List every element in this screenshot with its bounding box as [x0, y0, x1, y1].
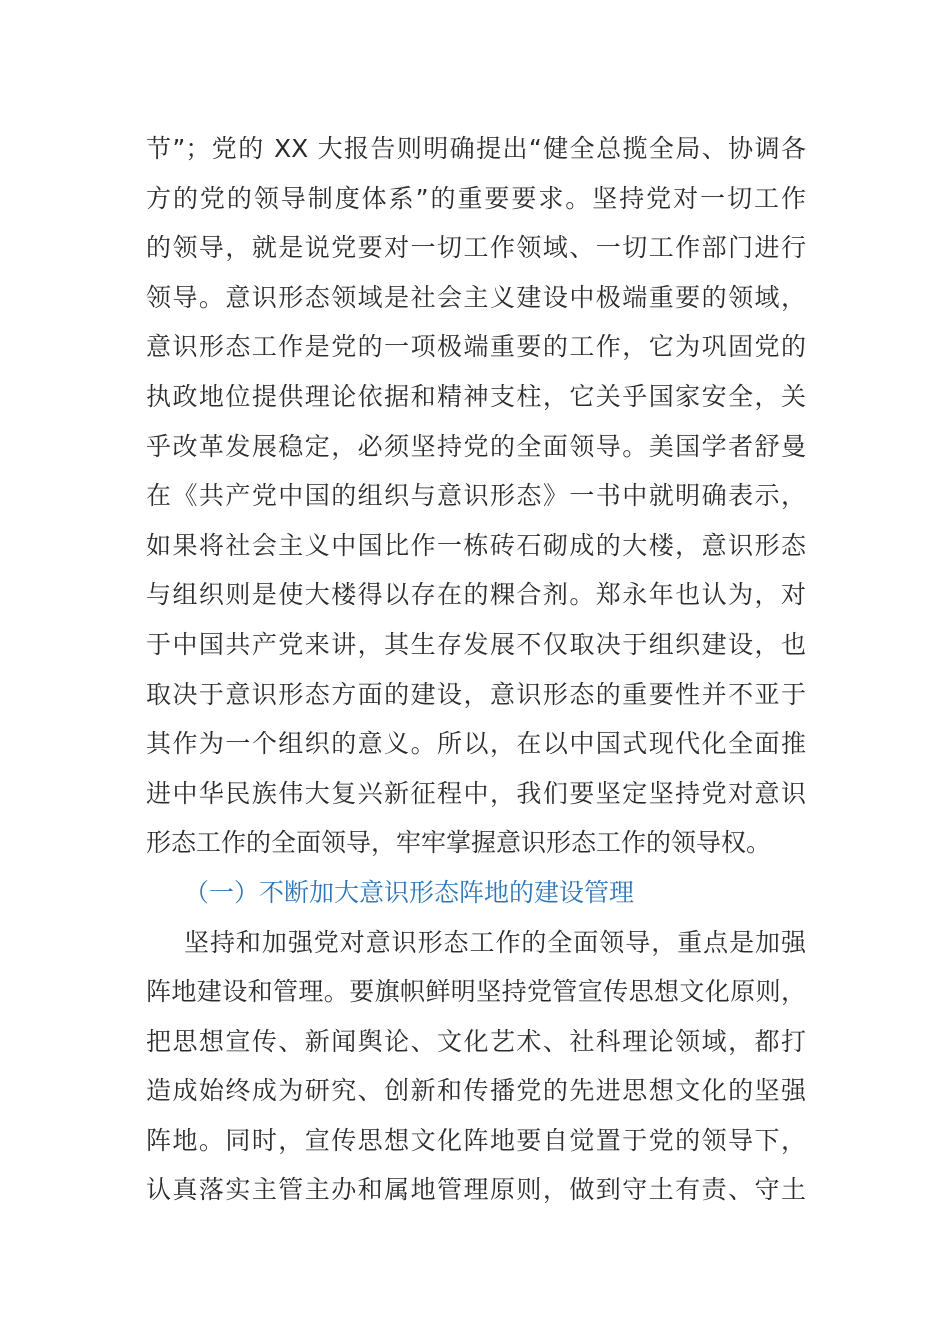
text-line: 坚持和加强党对意识形态工作的全面领导，重点是加强 — [184, 927, 806, 957]
text-line: 于中国共产党来讲，其生存发展不仅取决于组织建设，也 — [146, 629, 806, 659]
body-text — [146, 124, 806, 1215]
text-line: 进中华民族伟大复兴新征程中，我们要坚定坚持党对意识 — [146, 778, 806, 808]
section-heading: （一）不断加大意识形态阵地的建设管理 — [184, 877, 635, 907]
text-line: 造成始终成为研究、创新和传播党的先进思想文化的坚强 — [146, 1076, 806, 1106]
text-line: 的领导，就是说党要对一切工作领域、一切工作部门进行 — [146, 233, 806, 263]
text-line: 领导。意识形态领域是社会主义建设中极端重要的领域， — [146, 282, 806, 312]
text-line: 其作为一个组织的意义。所以，在以中国式现代化全面推 — [146, 729, 806, 759]
text-line: 执政地位提供理论依据和精神支柱，它关乎国家安全，关 — [146, 381, 806, 411]
text-line: 节”；党的 XX 大报告则明确提出“健全总揽全局、协调各 — [146, 134, 806, 163]
text-line: 认真落实主管主办和属地管理原则，做到守土有责、守土 — [146, 1175, 806, 1205]
text-line: 把思想宣传、新闻舆论、文化艺术、社科理论领域，都打 — [146, 1026, 806, 1056]
text-line: 在《共产党中国的组织与意识形态》一书中就明确表示， — [146, 481, 806, 511]
text-line: 如果将社会主义中国比作一栋砖石砌成的大楼，意识形态 — [146, 530, 806, 560]
text-line: 形态工作的全面领导，牢牢掌握意识形态工作的领导权。 — [146, 828, 772, 858]
text-line: 阵地建设和管理。要旗帜鲜明坚持党管宣传思想文化原则， — [146, 977, 806, 1007]
text-line: 取决于意识形态方面的建设，意识形态的重要性并不亚于 — [146, 679, 806, 709]
text-line: 意识形态工作是党的一项极端重要的工作，它为巩固党的 — [146, 332, 806, 362]
text-line: 方的党的领导制度体系”的重要要求。坚持党对一切工作 — [146, 183, 806, 213]
text-line: 与组织则是使大楼得以存在的粿合剂。郑永年也认为，对 — [146, 580, 806, 610]
text-line: 阵地。同时，宣传思想文化阵地要自觉置于党的领导下， — [146, 1125, 806, 1155]
text-line: 乎改革发展稳定，必须坚持党的全面领导。美国学者舒曼 — [146, 431, 806, 461]
